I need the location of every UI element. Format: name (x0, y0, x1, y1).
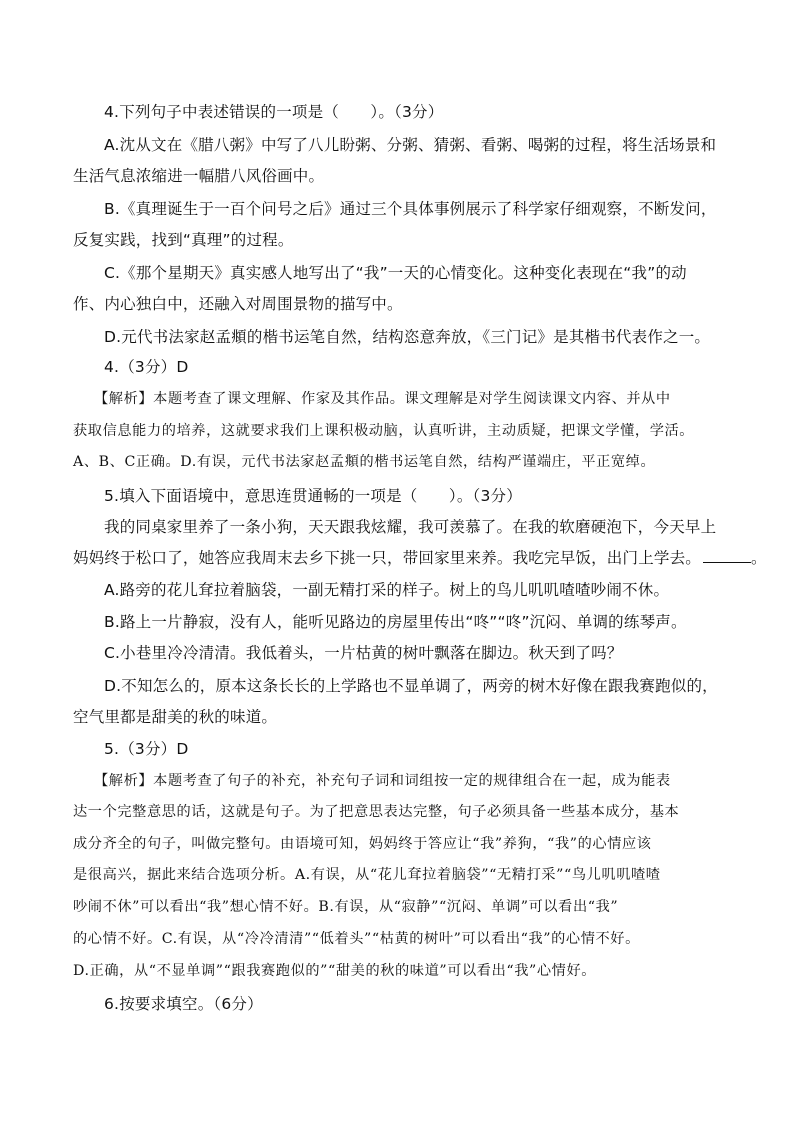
q4-answer: 4.（3分）D (104, 358, 189, 376)
q4-option-b: B.《真理诞生于一百个问号之后》通过三个具体事例展示了科学家仔细观察，不断发问， (104, 200, 717, 218)
q5-option-d: D.不知怎么的，原本这条长长的上学路也不显单调了，两旁的树木好像在跟我赛跑似的， (104, 677, 718, 695)
q5-stem: 5.填入下面语境中，意思连贯通畅的一项是（ ）。（3分） (104, 487, 522, 505)
q5-context-cont: 妈妈终于松口了，她答应我周末去乡下挑一只，带回家里来养。我吃完早饭，出门上学去。 。 (73, 549, 767, 567)
q5-context-text: 妈妈终于松口了，她答应我周末去乡下挑一只，带回家里来养。我吃完早饭，出门上学去。 (73, 549, 702, 567)
q5-context: 我的同桌家里养了一条小狗，天天跟我炫耀，我可羡慕了。在我的软磨硬泡下，今天早上 (104, 518, 717, 536)
q4-option-c: C.《那个星期天》真实感人地写出了“我”一天的心情变化。这种变化表现在“我”的动 (104, 264, 687, 282)
q5-solution-line: 是很高兴，据此来结合选项分析。A.有误，从“花儿耷拉着脑袋”“无精打采”“鸟儿叽叽喳喳 (73, 867, 661, 883)
q4-stem: 4.下列句子中表述错误的一项是（ ）。（3分） (104, 103, 444, 121)
q4-solution-line: 【解析】本题考查了课文理解、作家及其作品。课文理解是对学生阅读课文内容、并从中 (94, 391, 671, 407)
q5-solution-line: 【解析】本题考查了句子的补充，补充句子词和词组按一定的规律组合在一起，成为能表 (94, 773, 671, 789)
q5-solution-line: 达一个完整意思的话，这就是句子。为了把意思表达完整，句子必须具备一些基本成分，基本 (73, 804, 680, 820)
q4-solution-line: 获取信息能力的培养，这就要求我们上课积极动脑，认真听讲，主动质疑，把课文学懂，学活。 (73, 423, 695, 439)
q4-option-a: A.沈从文在《腊八粥》中写了八儿盼粥、分粥、猜粥、看粥、喝粥的过程，将生活场景和 (104, 136, 717, 154)
q6-stem: 6.按要求填空。（6分） (104, 995, 263, 1013)
q5-option-c: C.小巷里冷冷清清。我低着头，一片枯黄的树叶飘落在脚边。秋天到了吗？ (104, 644, 623, 662)
q5-solution-line: D.正确，从“不显单调”“跟我赛跑似的”“甜美的秋的味道”可以看出“我”心情好。 (73, 963, 597, 979)
q5-option-d-cont: 空气里都是甜美的秋的味道。 (73, 708, 278, 726)
q5-option-a: A.路旁的花儿耷拉着脑袋，一副无精打采的样子。树上的鸟儿叽叽喳喳吵闹不休。 (104, 581, 670, 599)
q5-option-b: B.路上一片静寂，没有人，能听见路边的房屋里传出“咚”“咚”沉闷、单调的练琴声。 (104, 613, 687, 631)
q4-option-b-cont: 反复实践，找到“真理”的过程。 (73, 231, 294, 249)
q4-option-a-cont: 生活气息浓缩进一幅腊八风俗画中。 (73, 167, 325, 185)
fill-blank (703, 548, 751, 563)
q4-option-d: D.元代书法家赵孟頫的楷书运笔自然，结构恣意奔放，《三门记》是其楷书代表作之一。 (104, 328, 711, 346)
q5-solution-line: 成分齐全的句子，叫做完整句。由语境可知，妈妈终于答应让“我”养狗，“我”的心情应该 (73, 836, 652, 852)
q5-solution-line: 的心情不好。C.有误，从“冷冷清清”“低着头”“枯黄的树叶”可以看出“我”的心情不好。 (73, 931, 640, 947)
q5-answer: 5.（3分）D (104, 740, 189, 758)
q4-solution-line: A、B、C正确。D.有误，元代书法家赵孟頫的楷书运笔自然，结构严谨端庄，平正宽绰。 (73, 454, 656, 470)
q5-solution-line: 吵闹不休”可以看出“我”想心情不好。B.有误，从“寂静”“沉闷、单调”可以看出“我” (73, 899, 619, 915)
q4-option-c-cont: 作、内心独白中，还融入对周围景物的描写中。 (73, 295, 403, 313)
